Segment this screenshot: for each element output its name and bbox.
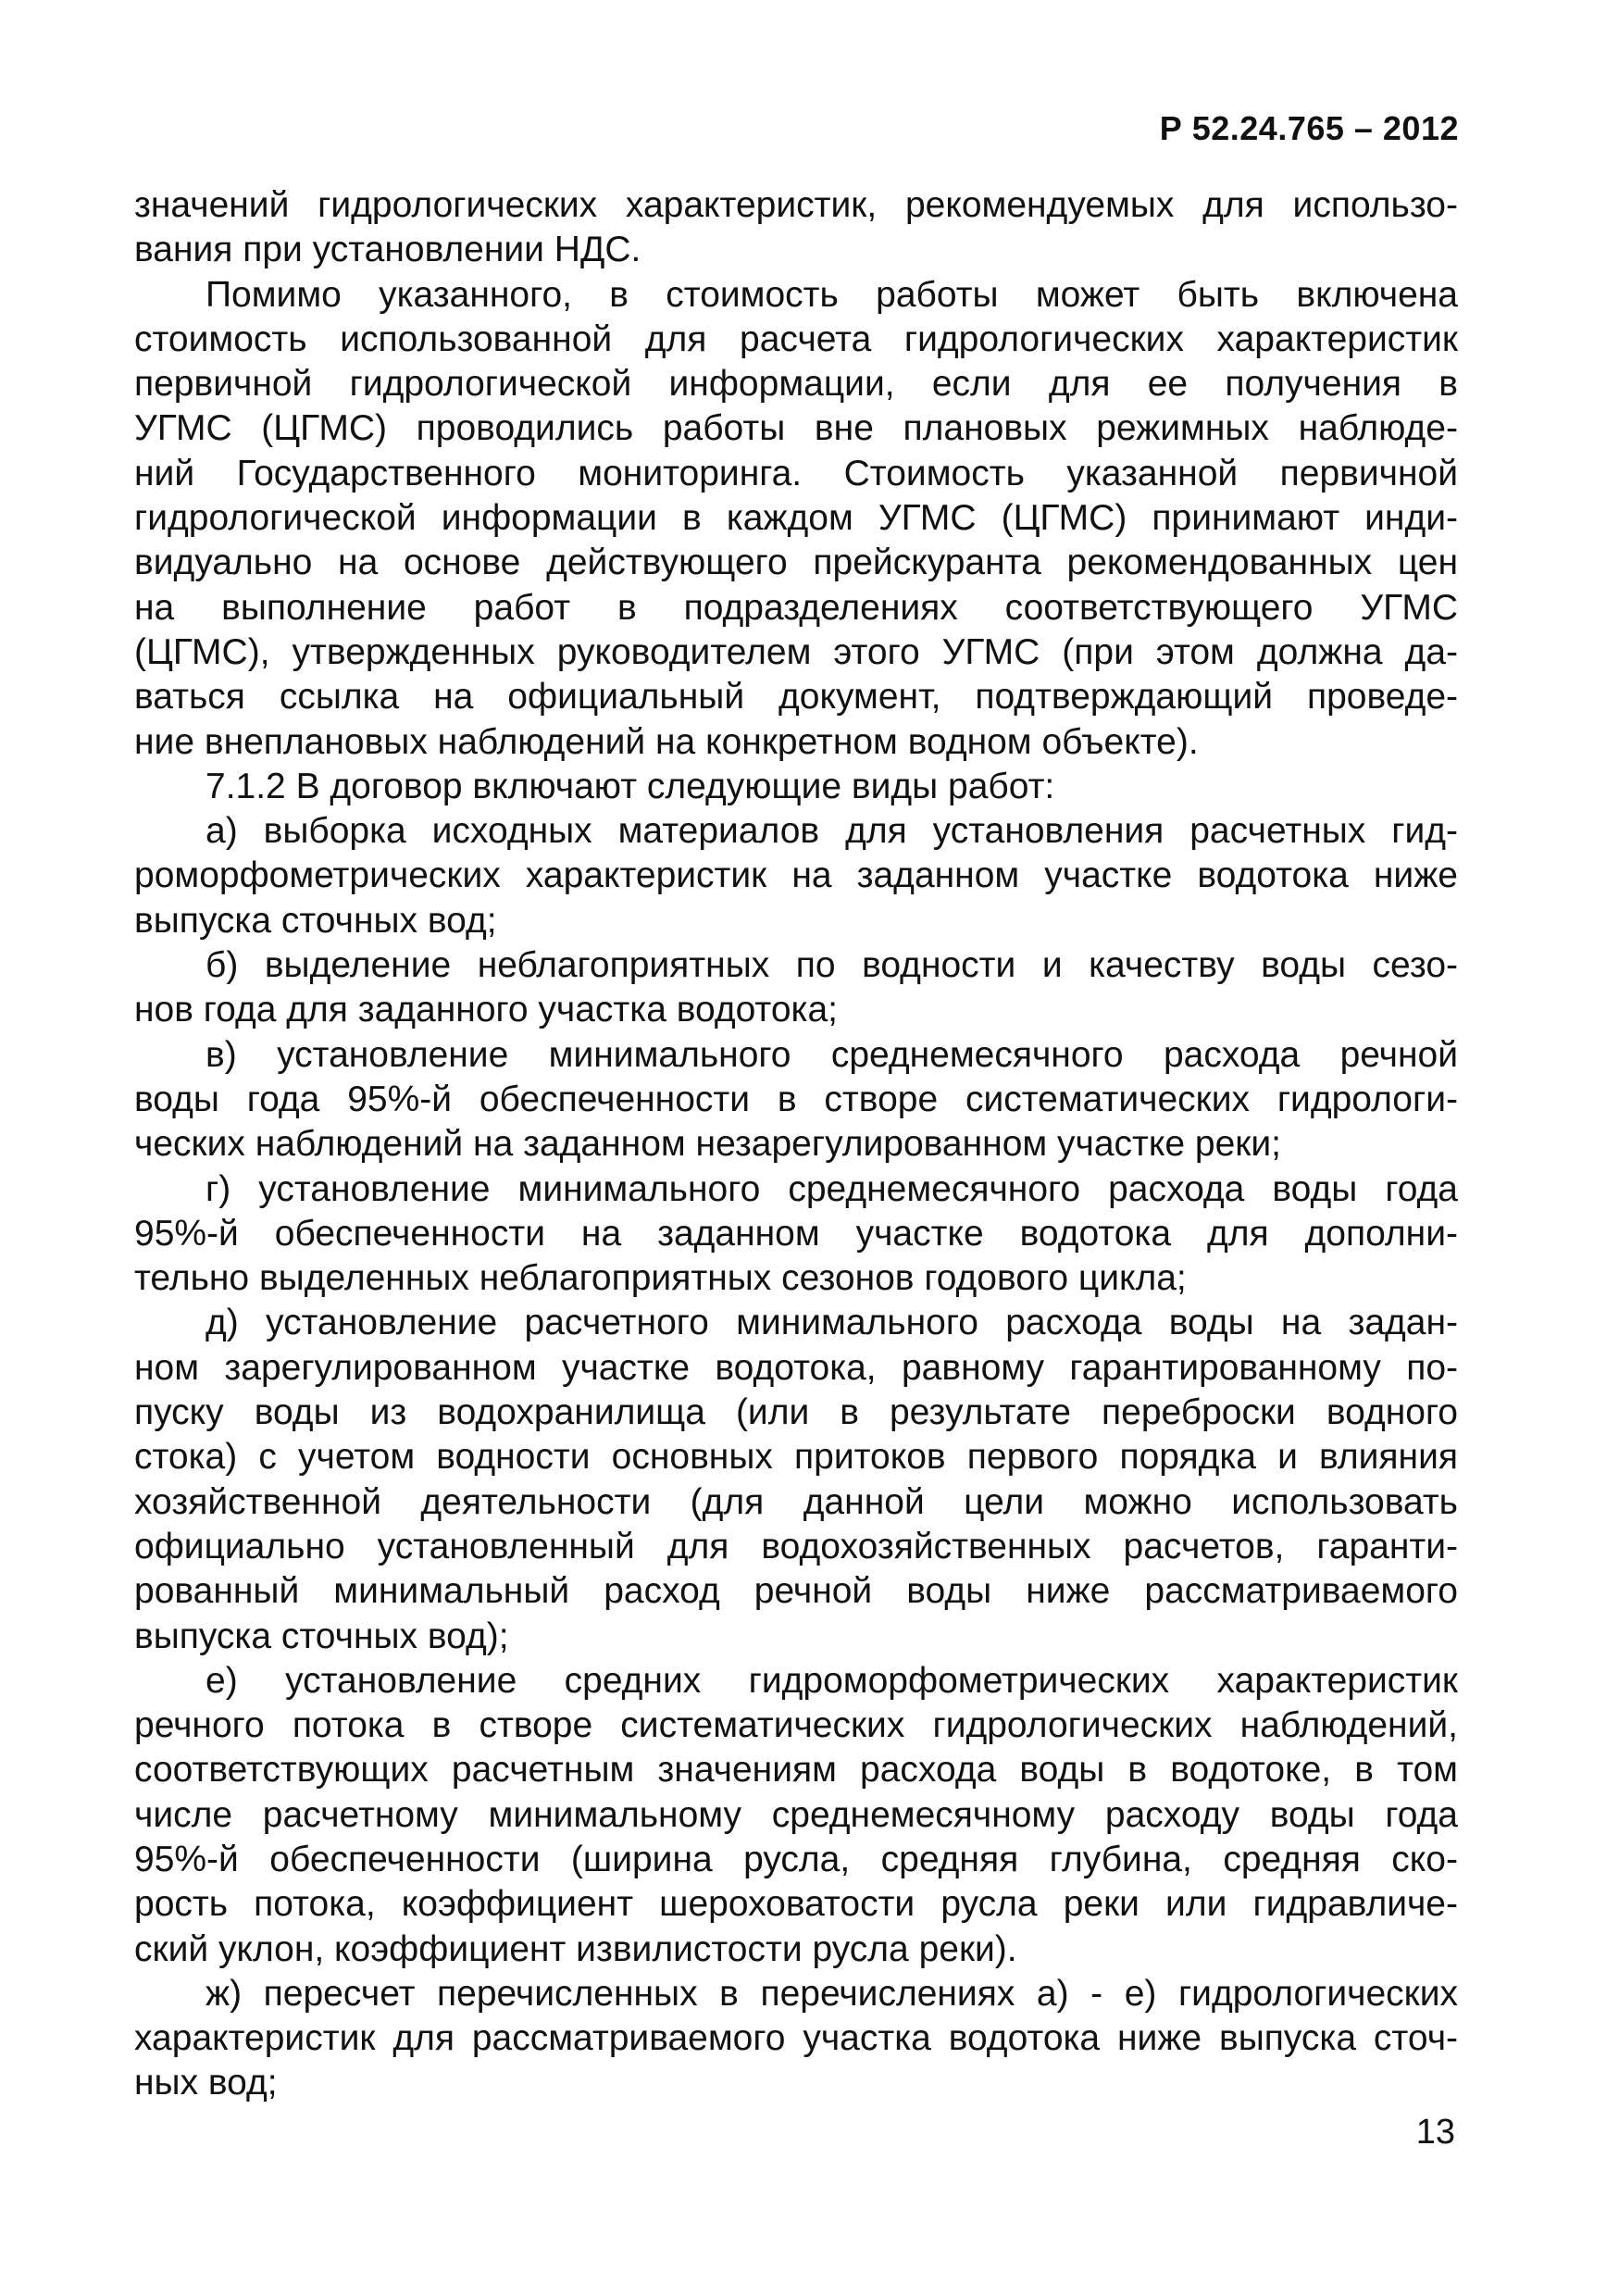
- text-line: ваться ссылка на официальный документ, подтверждающий проведе-: [134, 677, 1458, 718]
- text-line: соответствующих расчетным значениям расхода воды в водотоке, в том: [134, 1750, 1458, 1791]
- text-line: ние внеплановых наблюдений на конкретном водном объекте).: [134, 721, 1199, 762]
- text-line: ский уклон, коэффициент извилистости русла реки).: [134, 1928, 1017, 1969]
- text-line: значений гидрологических характеристик, рекомендуемых для использо-: [134, 185, 1458, 225]
- text-line: нов года для заданного участка водотока;: [134, 990, 838, 1030]
- text-line: гидрологической информации в каждом УГМС (ЦГМС) принимают инди-: [134, 498, 1458, 539]
- text-line: роморфометрических характеристик на заданном участке водотока ниже: [134, 855, 1458, 896]
- text-line: речного потока в створе систематических гидрологических наблюдений,: [134, 1705, 1458, 1746]
- text-line: официально установленный для водохозяйственных расчетов, гаранти-: [134, 1526, 1458, 1566]
- text-line: видуально на основе действующего прейскуранта рекомендованных цен: [134, 543, 1458, 583]
- document-code-header: Р 52.24.765 – 2012: [1159, 109, 1459, 147]
- text-line: Помимо указанного, в стоимость работы может быть включена: [205, 274, 1458, 315]
- text-line: а) выборка исходных материалов для установления расчетных гид-: [205, 811, 1458, 852]
- text-line: стока) с учетом водности основных притоков первого порядка и влияния: [134, 1437, 1458, 1478]
- text-line: 95%-й обеспеченности (ширина русла, средняя глубина, средняя ско-: [134, 1839, 1458, 1879]
- text-line: на выполнение работ в подразделениях соответствующего УГМС: [134, 587, 1458, 628]
- text-line: б) выделение неблагоприятных по водности и качеству воды сезо-: [205, 945, 1458, 986]
- text-line: выпуска сточных вод);: [134, 1616, 509, 1656]
- text-line: числе расчетному минимальному среднемесячному расходу воды года: [134, 1794, 1458, 1835]
- text-line: стоимость использованной для расчета гидрологических характеристик: [134, 318, 1458, 359]
- text-line: тельно выделенных неблагоприятных сезонов годового цикла;: [134, 1258, 1187, 1299]
- text-line: выпуска сточных вод;: [134, 900, 497, 941]
- text-line: в) установление минимального среднемесячного расхода речной: [205, 1034, 1458, 1075]
- page-number: 13: [1415, 2113, 1455, 2152]
- text-line: д) установление расчетного минимального расхода воды на задан-: [205, 1303, 1458, 1343]
- text-line: 95%-й обеспеченности на заданном участке водотока для дополни-: [134, 1213, 1458, 1254]
- text-line: ном зарегулированном участке водотока, равному гарантированному по-: [134, 1347, 1458, 1388]
- text-line: ческих наблюдений на заданном незарегулированном участке реки;: [134, 1124, 1281, 1165]
- text-line: воды года 95%-й обеспеченности в створе систематических гидрологи-: [134, 1079, 1458, 1119]
- text-line: (ЦГМС), утвержденных руководителем этого УГМС (при этом должна да-: [134, 631, 1458, 672]
- text-line: рость потока, коэффициент шероховатости русла реки или гидравличе-: [134, 1884, 1458, 1925]
- body-text: [134, 183, 1458, 2106]
- text-line: пуску воды из водохранилища (или в результате переброски водного: [134, 1392, 1458, 1433]
- text-line: 7.1.2 В договор включают следующие виды работ:: [205, 766, 1055, 806]
- text-line: первичной гидрологической информации, если для ее получения в: [134, 364, 1458, 405]
- text-line: ж) пересчет перечисленных в перечислениях а) - е) гидрологических: [205, 1973, 1458, 2014]
- text-line: вания при установлении НДС.: [134, 230, 641, 270]
- text-line: г) установление минимального среднемесячного расхода воды года: [205, 1168, 1458, 1209]
- text-line: характеристик для рассматриваемого участка водотока ниже выпуска сточ-: [134, 2018, 1458, 2059]
- text-line: ний Государственного мониторинга. Стоимость указанной первичной: [134, 453, 1458, 493]
- text-line: ных вод;: [134, 2063, 278, 2103]
- text-line: рованный минимальный расход речной воды ниже рассматриваемого: [134, 1571, 1458, 1612]
- text-line: УГМС (ЦГМС) проводились работы вне плановых режимных наблюде-: [134, 408, 1458, 449]
- text-line: е) установление средних гидроморфометрических характеристик: [205, 1660, 1458, 1701]
- text-line: хозяйственной деятельности (для данной цели можно использовать: [134, 1481, 1458, 1522]
